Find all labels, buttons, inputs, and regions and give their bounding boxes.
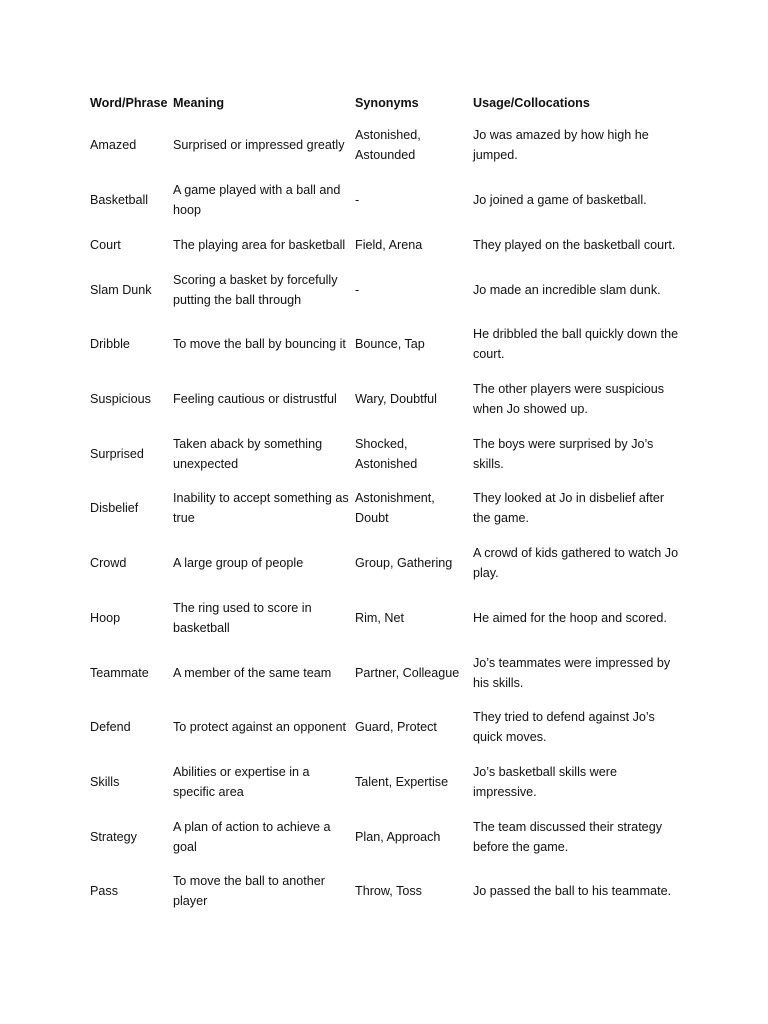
synonyms-cell: Group, Gathering [355, 556, 453, 571]
meaning-cell: Scoring a basket by forcefully putting the ball through [173, 272, 338, 307]
word-cell: Crowd [90, 556, 127, 571]
usage-cell: Jo made an incredible slam dunk. [473, 282, 661, 297]
meaning-cell: Feeling cautious or distrustful [173, 392, 337, 407]
synonyms-cell: Wary, Doubtful [355, 392, 437, 407]
meaning-cell: Surprised or impressed greatly [173, 138, 345, 153]
word-cell: Skills [90, 774, 120, 789]
synonyms-cell: Talent, Expertise [355, 774, 449, 789]
synonyms-cell: Plan, Approach [355, 829, 441, 844]
word-cell: Basketball [90, 193, 149, 208]
synonyms-cell: Guard, Protect [355, 720, 437, 735]
table-row [86, 173, 684, 228]
usage-cell: They looked at Jo in disbelief after the game. [473, 491, 665, 526]
meaning-cell: The playing area for basketball [173, 237, 346, 252]
header-usage-collocations: Usage/Collocations [473, 95, 590, 110]
vocabulary-table [86, 87, 684, 919]
meaning-cell: To move the ball by bouncing it [173, 337, 346, 352]
table-row [86, 317, 684, 372]
table-row [86, 864, 684, 919]
table-row [86, 481, 684, 536]
meaning-cell: To protect against an opponent [173, 720, 346, 735]
usage-cell: Jo’s teammates were impressed by his skills. [473, 655, 671, 690]
synonyms-cell: Field, Arena [355, 237, 423, 252]
synonyms-cell: Shocked, Astonished [355, 436, 418, 471]
table-row [86, 262, 684, 317]
synonyms-cell: Partner, Colleague [355, 665, 460, 680]
word-cell: Pass [90, 884, 118, 899]
usage-cell: Jo joined a game of basketball. [473, 193, 647, 208]
synonyms-cell: Rim, Net [355, 610, 404, 625]
header-synonyms: Synonyms [355, 95, 419, 110]
word-cell: Disbelief [90, 501, 139, 516]
word-cell: Defend [90, 720, 131, 735]
synonyms-cell: Throw, Toss [355, 884, 422, 899]
usage-cell: The team discussed their strategy before the game. [473, 819, 662, 854]
table-row [86, 809, 684, 864]
synonyms-cell: Astonished, Astounded [355, 128, 421, 163]
meaning-cell: A plan of action to achieve a goal [173, 819, 331, 854]
meaning-cell: To move the ball to another player [173, 874, 325, 909]
meaning-cell: A member of the same team [173, 665, 332, 680]
usage-cell: He dribbled the ball quickly down the court. [473, 327, 679, 362]
word-cell: Surprised [90, 446, 144, 461]
word-cell: Amazed [90, 138, 137, 153]
table-row [86, 755, 684, 810]
synonyms-cell: - [355, 282, 360, 297]
table-row [86, 227, 684, 262]
word-cell: Court [90, 237, 121, 252]
usage-cell: Jo was amazed by how high he jumped. [473, 128, 649, 163]
usage-cell: The other players were suspicious when Jo showed up. [473, 382, 665, 417]
word-cell: Dribble [90, 337, 130, 352]
table-row [86, 700, 684, 755]
usage-cell: Jo’s basketball skills were impressive. [473, 764, 617, 799]
word-cell: Suspicious [90, 392, 151, 407]
header-meaning: Meaning [173, 95, 225, 110]
usage-cell: The boys were surprised by Jo’s skills. [473, 436, 654, 471]
usage-cell: They played on the basketball court. [473, 237, 676, 252]
header-word-phrase: Word/Phrase [90, 95, 168, 110]
usage-cell: He aimed for the hoop and scored. [473, 610, 667, 625]
word-cell: Hoop [90, 610, 121, 625]
meaning-cell: A game played with a ball and hoop [173, 183, 341, 218]
table-row [86, 426, 684, 481]
table-row [86, 536, 684, 591]
synonyms-cell: - [355, 193, 360, 208]
word-cell: Slam Dunk [90, 282, 152, 297]
table-header-row [86, 87, 684, 118]
meaning-cell: A large group of people [173, 556, 304, 571]
meaning-cell: The ring used to score in basketball [173, 600, 312, 635]
word-cell: Teammate [90, 665, 149, 680]
usage-cell: A crowd of kids gathered to watch Jo play. [473, 546, 679, 581]
table-row [86, 645, 684, 700]
word-cell: Strategy [90, 829, 137, 844]
table-row [86, 372, 684, 427]
usage-cell: Jo passed the ball to his teammate. [473, 884, 672, 899]
meaning-cell: Inability to accept something as true [173, 491, 349, 526]
synonyms-cell: Astonishment, Doubt [355, 491, 435, 526]
synonyms-cell: Bounce, Tap [355, 337, 425, 352]
table-row [86, 118, 684, 173]
meaning-cell: Abilities or expertise in a specific area [173, 764, 310, 799]
table-row [86, 591, 684, 646]
usage-cell: They tried to defend against Jo’s quick moves. [473, 710, 655, 745]
meaning-cell: Taken aback by something unexpected [173, 436, 323, 471]
